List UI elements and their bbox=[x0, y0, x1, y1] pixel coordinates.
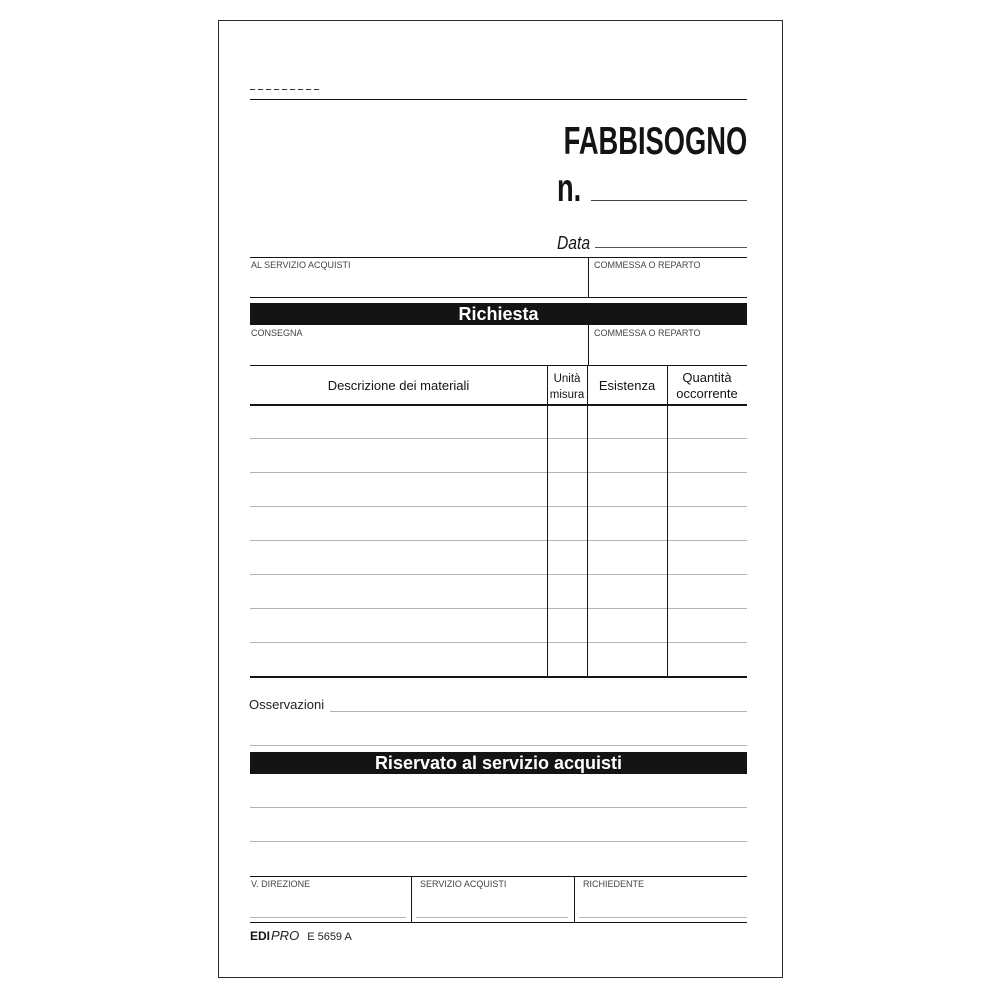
column-divider bbox=[547, 365, 548, 677]
footer bbox=[250, 929, 352, 943]
divider bbox=[250, 257, 747, 258]
table-row bbox=[250, 609, 747, 643]
column-header-description bbox=[250, 366, 547, 405]
stock-cell bbox=[587, 609, 667, 642]
quantity-cell bbox=[667, 609, 747, 642]
divider bbox=[250, 297, 747, 298]
stock-cell bbox=[587, 643, 667, 677]
reserved-line bbox=[250, 841, 747, 842]
purchasing-field-label: AL SERVIZIO ACQUISTI bbox=[251, 260, 351, 270]
table-row bbox=[250, 507, 747, 541]
date-label: Data bbox=[557, 233, 591, 253]
table-row bbox=[250, 575, 747, 609]
number-label: n. bbox=[557, 167, 582, 210]
column-header-stock-text: Esistenza bbox=[598, 377, 656, 393]
observations-line bbox=[250, 745, 747, 746]
divider bbox=[588, 257, 589, 297]
number-field-line bbox=[591, 200, 747, 201]
unit-cell bbox=[547, 473, 587, 506]
signature-line bbox=[579, 917, 747, 918]
request-department-field-label: COMMESSA O REPARTO bbox=[594, 328, 701, 338]
reserved-line bbox=[250, 807, 747, 808]
brand-logo-italic: PRO bbox=[271, 928, 300, 943]
column-header-description-text: Descrizione dei materiali bbox=[327, 377, 470, 393]
stock-cell bbox=[587, 575, 667, 608]
description-cell bbox=[250, 541, 547, 574]
description-cell bbox=[250, 473, 547, 506]
description-cell bbox=[250, 609, 547, 642]
stock-cell bbox=[587, 541, 667, 574]
form-title: FABBISOGNO bbox=[563, 120, 747, 163]
quantity-cell bbox=[667, 507, 747, 540]
signature-line bbox=[250, 917, 406, 918]
unit-cell bbox=[547, 507, 587, 540]
description-cell bbox=[250, 405, 547, 438]
department-field-label: COMMESSA O REPARTO bbox=[594, 260, 701, 270]
divider bbox=[411, 876, 412, 922]
signature-label-requester: RICHIEDENTE bbox=[583, 879, 645, 889]
stock-cell bbox=[587, 507, 667, 540]
column-header-stock bbox=[587, 366, 667, 405]
observations-line bbox=[330, 711, 747, 712]
quantity-cell bbox=[667, 473, 747, 506]
quantity-cell bbox=[667, 405, 747, 438]
stock-cell bbox=[587, 439, 667, 472]
unit-cell bbox=[547, 609, 587, 642]
unit-cell bbox=[547, 541, 587, 574]
description-cell bbox=[250, 507, 547, 540]
table-row bbox=[250, 439, 747, 473]
column-header-quantity-line2: occorrente bbox=[676, 385, 738, 401]
request-section-heading: Richiesta bbox=[250, 303, 747, 325]
quantity-cell bbox=[667, 643, 747, 677]
signature-label-purchasing: SERVIZIO ACQUISTI bbox=[420, 879, 507, 889]
top-dashed-line bbox=[250, 89, 320, 90]
divider bbox=[574, 876, 575, 922]
column-header-quantity-line1: Quantità bbox=[682, 369, 732, 385]
description-cell bbox=[250, 643, 547, 677]
column-header-quantity bbox=[667, 366, 747, 405]
table-header-rule bbox=[250, 404, 747, 406]
unit-cell bbox=[547, 575, 587, 608]
description-cell bbox=[250, 575, 547, 608]
brand-logo-bold: EDI bbox=[250, 929, 271, 943]
table-row bbox=[250, 643, 747, 677]
unit-cell bbox=[547, 405, 587, 438]
description-cell bbox=[250, 439, 547, 472]
observations-label: Osservazioni bbox=[249, 697, 325, 712]
table-row bbox=[250, 473, 747, 507]
divider bbox=[250, 922, 747, 923]
signature-line bbox=[416, 917, 568, 918]
table-row bbox=[250, 541, 747, 575]
table-row bbox=[250, 405, 747, 439]
divider bbox=[588, 325, 589, 365]
quantity-cell bbox=[667, 575, 747, 608]
divider bbox=[250, 876, 747, 877]
delivery-field-label: CONSEGNA bbox=[251, 328, 303, 338]
column-header-unit bbox=[547, 367, 587, 406]
column-header-unit-line1: Unità bbox=[553, 372, 581, 385]
column-divider bbox=[587, 365, 588, 677]
column-header-unit-line2: misura bbox=[549, 388, 585, 401]
column-divider bbox=[667, 365, 668, 677]
table-bottom-rule bbox=[250, 676, 747, 678]
stock-cell bbox=[587, 473, 667, 506]
unit-cell bbox=[547, 439, 587, 472]
form-code: E 5659 A bbox=[307, 931, 352, 943]
top-rule bbox=[250, 99, 747, 100]
unit-cell bbox=[547, 643, 587, 677]
reserved-section-heading: Riservato al servizio acquisti bbox=[250, 752, 747, 774]
quantity-cell bbox=[667, 439, 747, 472]
signature-label-direction: V. DIREZIONE bbox=[251, 879, 311, 889]
stock-cell bbox=[587, 405, 667, 438]
quantity-cell bbox=[667, 541, 747, 574]
date-field-line bbox=[595, 247, 747, 248]
